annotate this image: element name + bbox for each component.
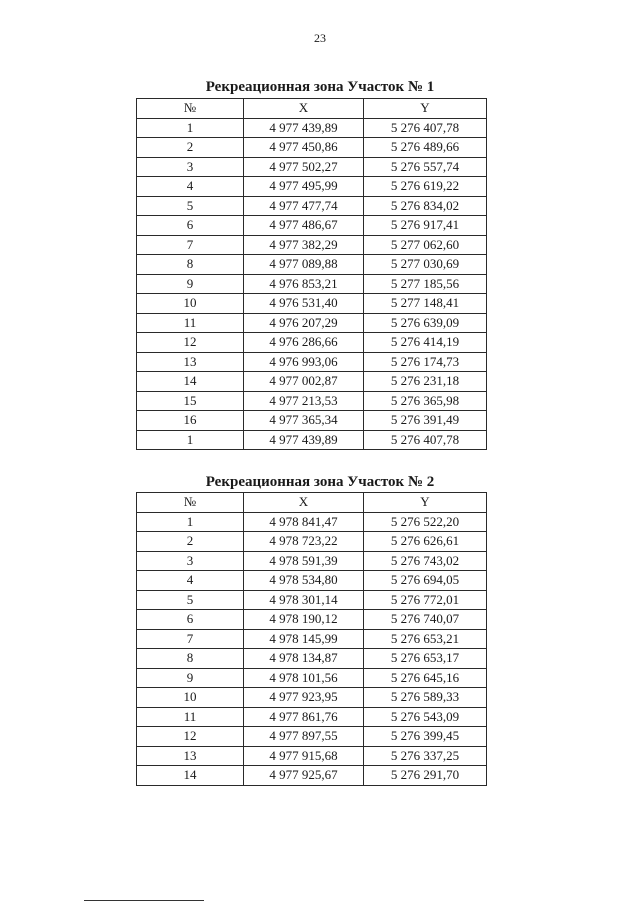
y-coordinate-cell: 5 277 062,60	[364, 235, 487, 255]
y-coordinate-cell: 5 276 391,49	[364, 411, 487, 431]
y-coordinate-cell: 5 276 639,09	[364, 313, 487, 333]
page-number: 23	[314, 31, 326, 45]
column-header-x: X	[244, 99, 364, 119]
point-number-cell: 2	[137, 532, 244, 552]
footnote-divider	[84, 900, 204, 901]
column-header-number: №	[137, 99, 244, 119]
x-coordinate-cell: 4 978 301,14	[244, 590, 364, 610]
point-number-cell: 12	[137, 333, 244, 353]
y-coordinate-cell: 5 277 148,41	[364, 294, 487, 314]
table-row	[137, 118, 487, 138]
table-row	[137, 411, 487, 431]
table-row	[137, 727, 487, 747]
point-number-cell: 11	[137, 707, 244, 727]
x-coordinate-cell: 4 976 207,29	[244, 313, 364, 333]
point-number-cell: 16	[137, 411, 244, 431]
point-number-cell: 5	[137, 196, 244, 216]
column-header-y: Y	[364, 493, 487, 513]
x-coordinate-cell: 4 977 382,29	[244, 235, 364, 255]
y-coordinate-cell: 5 277 030,69	[364, 255, 487, 275]
y-coordinate-cell: 5 276 337,25	[364, 746, 487, 766]
x-coordinate-cell: 4 976 286,66	[244, 333, 364, 353]
point-number-cell: 8	[137, 649, 244, 669]
point-number-cell: 1	[137, 430, 244, 450]
y-coordinate-cell: 5 276 407,78	[364, 430, 487, 450]
y-coordinate-cell: 5 276 740,07	[364, 610, 487, 630]
y-coordinate-cell: 5 276 743,02	[364, 551, 487, 571]
x-coordinate-cell: 4 977 861,76	[244, 707, 364, 727]
table-row	[137, 255, 487, 275]
point-number-cell: 3	[137, 551, 244, 571]
y-coordinate-cell: 5 276 557,74	[364, 157, 487, 177]
table-row	[137, 313, 487, 333]
point-number-cell: 2	[137, 138, 244, 158]
point-number-cell: 3	[137, 157, 244, 177]
table-row	[137, 532, 487, 552]
x-coordinate-cell: 4 977 089,88	[244, 255, 364, 275]
table-row	[137, 746, 487, 766]
x-coordinate-cell: 4 978 841,47	[244, 512, 364, 532]
x-coordinate-cell: 4 977 439,89	[244, 430, 364, 450]
table-row	[137, 235, 487, 255]
table-row	[137, 590, 487, 610]
x-coordinate-cell: 4 978 534,80	[244, 571, 364, 591]
y-coordinate-cell: 5 276 414,19	[364, 333, 487, 353]
table-row	[137, 352, 487, 372]
y-coordinate-cell: 5 276 772,01	[364, 590, 487, 610]
x-coordinate-cell: 4 978 145,99	[244, 629, 364, 649]
x-coordinate-cell: 4 977 365,34	[244, 411, 364, 431]
x-coordinate-cell: 4 977 213,53	[244, 391, 364, 411]
x-coordinate-cell: 4 977 915,68	[244, 746, 364, 766]
table-row	[137, 333, 487, 353]
table-row	[137, 391, 487, 411]
point-number-cell: 10	[137, 688, 244, 708]
x-coordinate-cell: 4 976 853,21	[244, 274, 364, 294]
table-row	[137, 512, 487, 532]
table-row	[137, 766, 487, 786]
table-row	[137, 629, 487, 649]
point-number-cell: 8	[137, 255, 244, 275]
y-coordinate-cell: 5 276 653,21	[364, 629, 487, 649]
x-coordinate-cell: 4 977 495,99	[244, 177, 364, 197]
y-coordinate-cell: 5 277 185,56	[364, 274, 487, 294]
y-coordinate-cell: 5 276 694,05	[364, 571, 487, 591]
table-header-row	[137, 493, 487, 513]
y-coordinate-cell: 5 276 291,70	[364, 766, 487, 786]
point-number-cell: 14	[137, 372, 244, 392]
coordinates-table-plot-2	[136, 492, 487, 786]
y-coordinate-cell: 5 276 399,45	[364, 727, 487, 747]
point-number-cell: 5	[137, 590, 244, 610]
table-header-row	[137, 99, 487, 119]
table-row	[137, 668, 487, 688]
point-number-cell: 7	[137, 629, 244, 649]
point-number-cell: 9	[137, 274, 244, 294]
point-number-cell: 11	[137, 313, 244, 333]
point-number-cell: 12	[137, 727, 244, 747]
point-number-cell: 1	[137, 512, 244, 532]
point-number-cell: 13	[137, 352, 244, 372]
point-number-cell: 9	[137, 668, 244, 688]
point-number-cell: 7	[137, 235, 244, 255]
x-coordinate-cell: 4 978 591,39	[244, 551, 364, 571]
y-coordinate-cell: 5 276 489,66	[364, 138, 487, 158]
y-coordinate-cell: 5 276 834,02	[364, 196, 487, 216]
table-row	[137, 372, 487, 392]
x-coordinate-cell: 4 977 439,89	[244, 118, 364, 138]
table-row	[137, 707, 487, 727]
column-header-number: №	[137, 493, 244, 513]
table-row	[137, 551, 487, 571]
coordinates-table-plot-1	[136, 98, 487, 450]
x-coordinate-cell: 4 977 502,27	[244, 157, 364, 177]
table-row	[137, 177, 487, 197]
x-coordinate-cell: 4 978 723,22	[244, 532, 364, 552]
y-coordinate-cell: 5 276 543,09	[364, 707, 487, 727]
y-coordinate-cell: 5 276 522,20	[364, 512, 487, 532]
column-header-x: X	[244, 493, 364, 513]
x-coordinate-cell: 4 978 190,12	[244, 610, 364, 630]
y-coordinate-cell: 5 276 365,98	[364, 391, 487, 411]
x-coordinate-cell: 4 977 897,55	[244, 727, 364, 747]
point-number-cell: 4	[137, 571, 244, 591]
y-coordinate-cell: 5 276 589,33	[364, 688, 487, 708]
point-number-cell: 6	[137, 216, 244, 236]
point-number-cell: 10	[137, 294, 244, 314]
x-coordinate-cell: 4 977 923,95	[244, 688, 364, 708]
y-coordinate-cell: 5 276 231,18	[364, 372, 487, 392]
point-number-cell: 14	[137, 766, 244, 786]
y-coordinate-cell: 5 276 917,41	[364, 216, 487, 236]
table-row	[137, 649, 487, 669]
x-coordinate-cell: 4 976 531,40	[244, 294, 364, 314]
table-row	[137, 610, 487, 630]
table-row	[137, 294, 487, 314]
point-number-cell: 15	[137, 391, 244, 411]
x-coordinate-cell: 4 976 993,06	[244, 352, 364, 372]
x-coordinate-cell: 4 978 134,87	[244, 649, 364, 669]
table-row	[137, 157, 487, 177]
x-coordinate-cell: 4 977 450,86	[244, 138, 364, 158]
table-row	[137, 688, 487, 708]
table-row	[137, 571, 487, 591]
point-number-cell: 1	[137, 118, 244, 138]
y-coordinate-cell: 5 276 645,16	[364, 668, 487, 688]
y-coordinate-cell: 5 276 407,78	[364, 118, 487, 138]
x-coordinate-cell: 4 977 477,74	[244, 196, 364, 216]
point-number-cell: 6	[137, 610, 244, 630]
x-coordinate-cell: 4 977 925,67	[244, 766, 364, 786]
column-header-y: Y	[364, 99, 487, 119]
table-row	[137, 274, 487, 294]
x-coordinate-cell: 4 977 486,67	[244, 216, 364, 236]
table-row	[137, 196, 487, 216]
table-row	[137, 138, 487, 158]
y-coordinate-cell: 5 276 653,17	[364, 649, 487, 669]
point-number-cell: 4	[137, 177, 244, 197]
y-coordinate-cell: 5 276 174,73	[364, 352, 487, 372]
x-coordinate-cell: 4 978 101,56	[244, 668, 364, 688]
section-title-plot-1: Рекреационная зона Участок № 1	[205, 79, 435, 95]
table-row	[137, 430, 487, 450]
section-title-plot-2: Рекреационная зона Участок № 2	[205, 474, 435, 490]
y-coordinate-cell: 5 276 626,61	[364, 532, 487, 552]
table-row	[137, 216, 487, 236]
x-coordinate-cell: 4 977 002,87	[244, 372, 364, 392]
point-number-cell: 13	[137, 746, 244, 766]
y-coordinate-cell: 5 276 619,22	[364, 177, 487, 197]
